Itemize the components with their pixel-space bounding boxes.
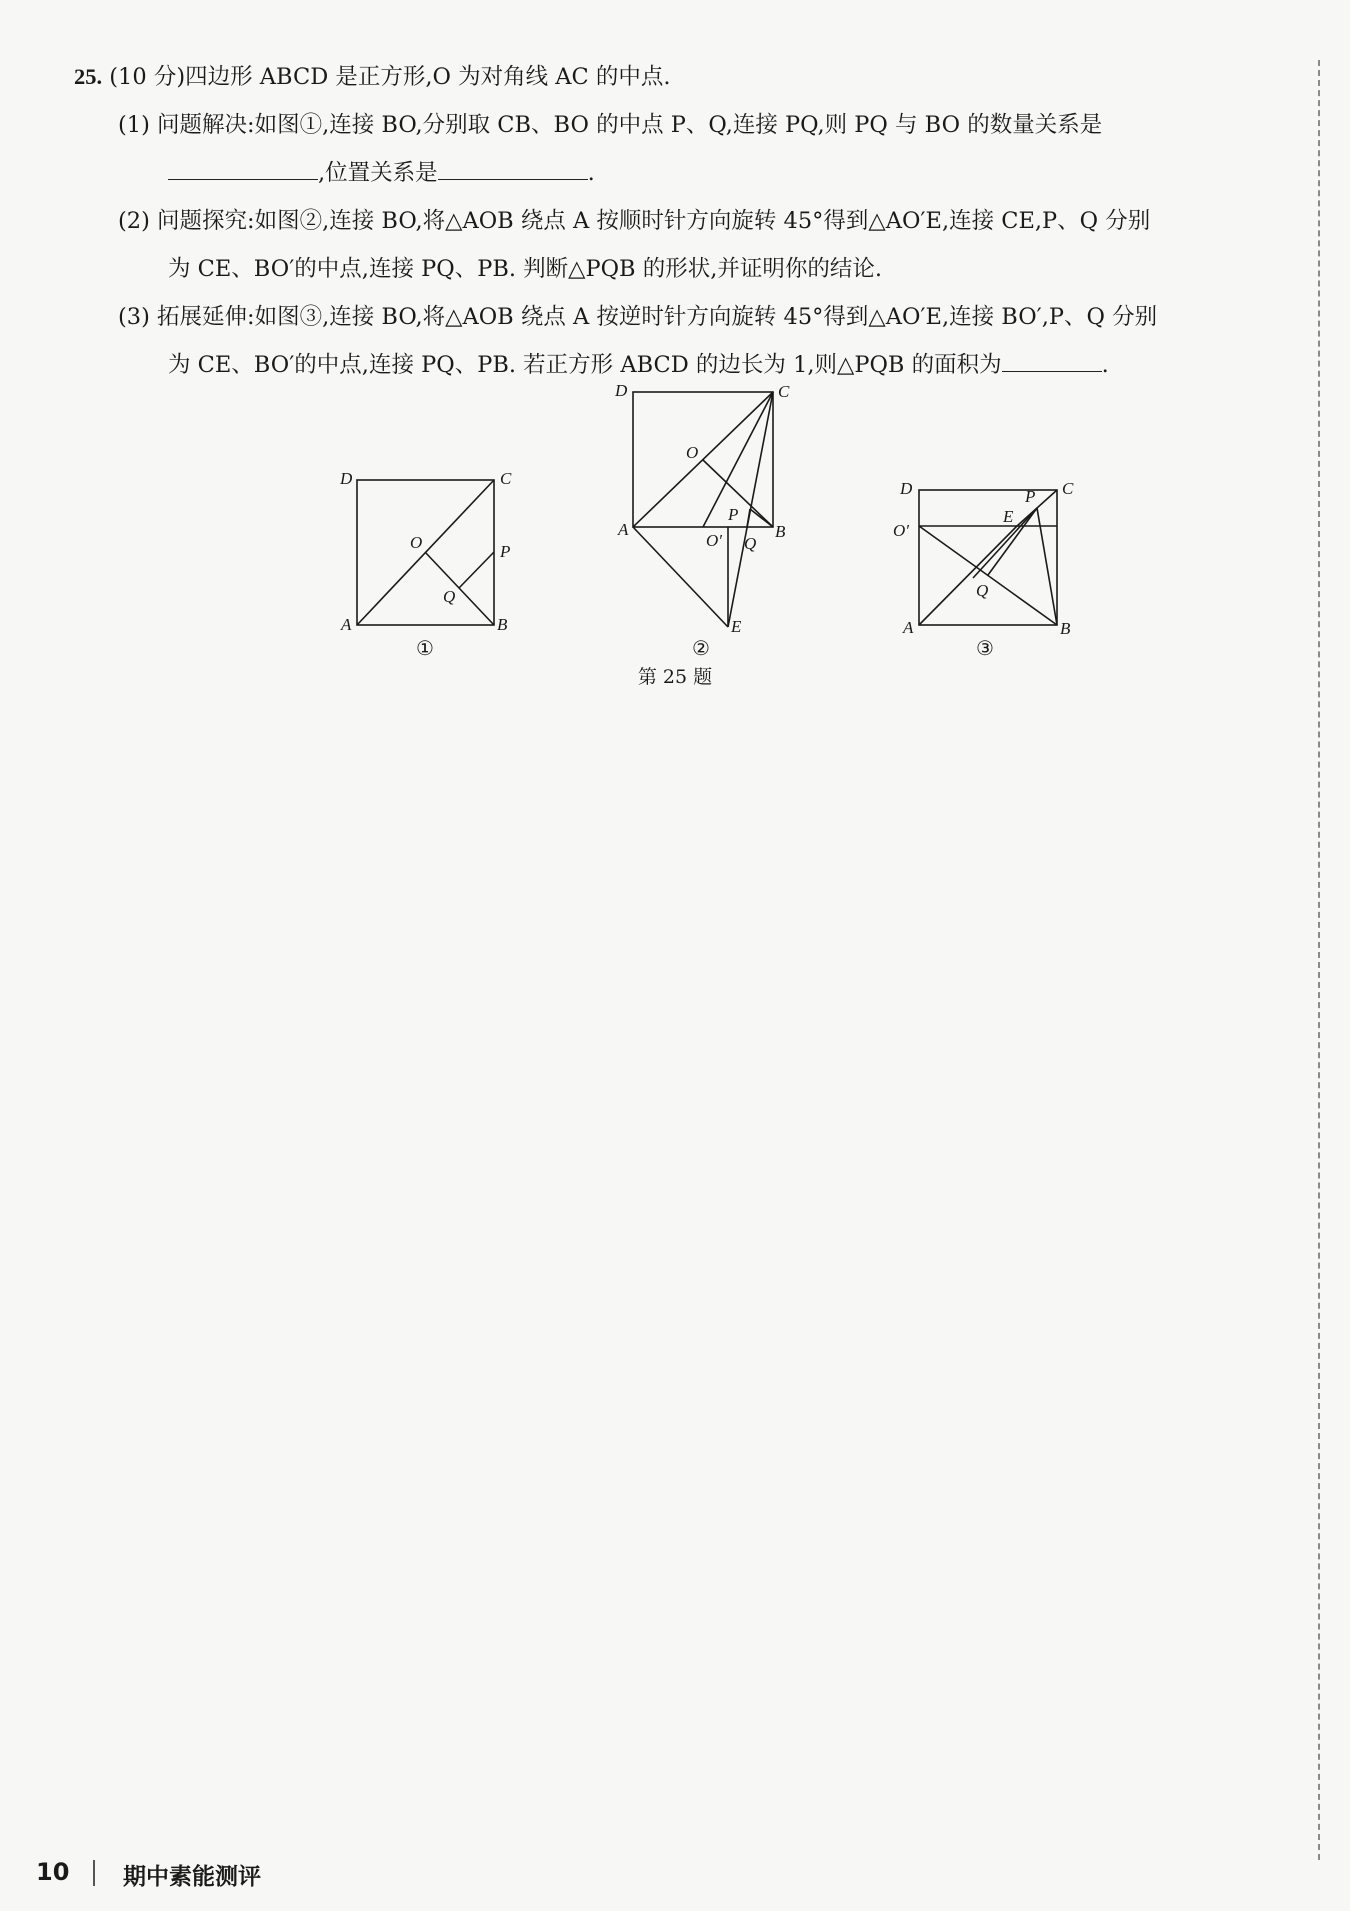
fig2-label-d: D <box>615 381 628 400</box>
fig2-number-label: ② <box>692 638 710 660</box>
fig1-number-label: ① <box>416 638 434 660</box>
part1-end: . <box>587 160 595 186</box>
fig2-label-a: A <box>618 520 629 539</box>
figure-2 <box>633 392 773 627</box>
fig1-label-o: O <box>410 533 423 552</box>
problem-number: 25. <box>74 64 103 89</box>
fig1-segment-pq <box>459 552 494 588</box>
footer-divider <box>93 1860 95 1886</box>
fig2-label-o: O <box>686 443 699 462</box>
figure-3 <box>919 490 1057 625</box>
page-number: 10 <box>36 1858 70 1886</box>
fig3-label-p: P <box>1025 487 1036 506</box>
part2-line2: 为 CE、BO′的中点,连接 PQ、PB. 判断△PQB 的形状,并证明你的结论. <box>168 256 883 282</box>
fig3-label-q: Q <box>976 581 989 600</box>
problem-intro-line <box>74 52 671 102</box>
fig2-label-b: B <box>775 522 786 541</box>
fig2-label-p: P <box>728 505 739 524</box>
part3-line1: (3) 拓展延伸:如图③,连接 BO,将△AOB 绕点 A 按逆时针方向旋转 45°得到△AO′E,连接 BO′,P、Q 分别 <box>118 304 1158 330</box>
fig3-label-b: B <box>1060 619 1071 638</box>
fig3-label-a: A <box>903 618 914 637</box>
fig3-label-c: C <box>1062 479 1074 498</box>
fig1-label-a: A <box>341 615 352 634</box>
fig2-label-q: Q <box>744 534 757 553</box>
fig3-label-o-prime: O′ <box>893 521 909 540</box>
fig3-label-d: D <box>900 479 913 498</box>
part1-relation-label: ,位置关系是 <box>318 160 438 186</box>
fig1-label-d: D <box>340 469 353 488</box>
fig3-segment-ae <box>919 526 1017 625</box>
figure-1 <box>357 480 494 625</box>
problem-intro: (10 分)四边形 ABCD 是正方形,O 为对角线 AC 的中点. <box>109 64 671 90</box>
fig2-label-c: C <box>778 382 790 401</box>
fig3-label-e: E <box>1003 507 1014 526</box>
fig1-label-p: P <box>500 542 511 561</box>
fig2-segment-pb <box>750 509 773 527</box>
fig1-label-c: C <box>500 469 512 488</box>
answer-blank-position[interactable] <box>438 153 588 180</box>
part2-line1: (2) 问题探究:如图②,连接 BO,将△AOB 绕点 A 按顺时针方向旋转 45°得到△AO′E,连接 CE,P、Q 分别 <box>118 208 1151 234</box>
fig2-label-e: E <box>731 617 742 636</box>
problem-figures <box>0 368 1350 698</box>
fig3-number-label: ③ <box>976 638 994 660</box>
figure-1-labels <box>339 469 512 660</box>
section-title: 期中素能测评 <box>123 1864 261 1890</box>
part1-line1: (1) 问题解决:如图①,连接 BO,分别取 CB、BO 的中点 P、Q,连接 PQ,则 PQ 与 BO 的数量关系是 <box>118 112 1103 138</box>
figure-caption: 第 25 题 <box>637 666 713 688</box>
fig2-label-o-prime: O′ <box>706 531 722 550</box>
page-edge-dashed-line <box>1318 60 1320 1860</box>
fig1-label-q: Q <box>443 587 456 606</box>
part3-end: . <box>1101 352 1109 378</box>
fig3-segment-o-prime-b <box>919 526 1057 625</box>
part3-text: 为 CE、BO′的中点,连接 PQ、PB. 若正方形 ABCD 的边长为 1,则△PQB 的面积为 <box>168 352 1002 378</box>
fig1-label-b: B <box>497 615 508 634</box>
answer-blank-quantity[interactable] <box>168 153 318 180</box>
part1-line2 <box>168 148 595 198</box>
